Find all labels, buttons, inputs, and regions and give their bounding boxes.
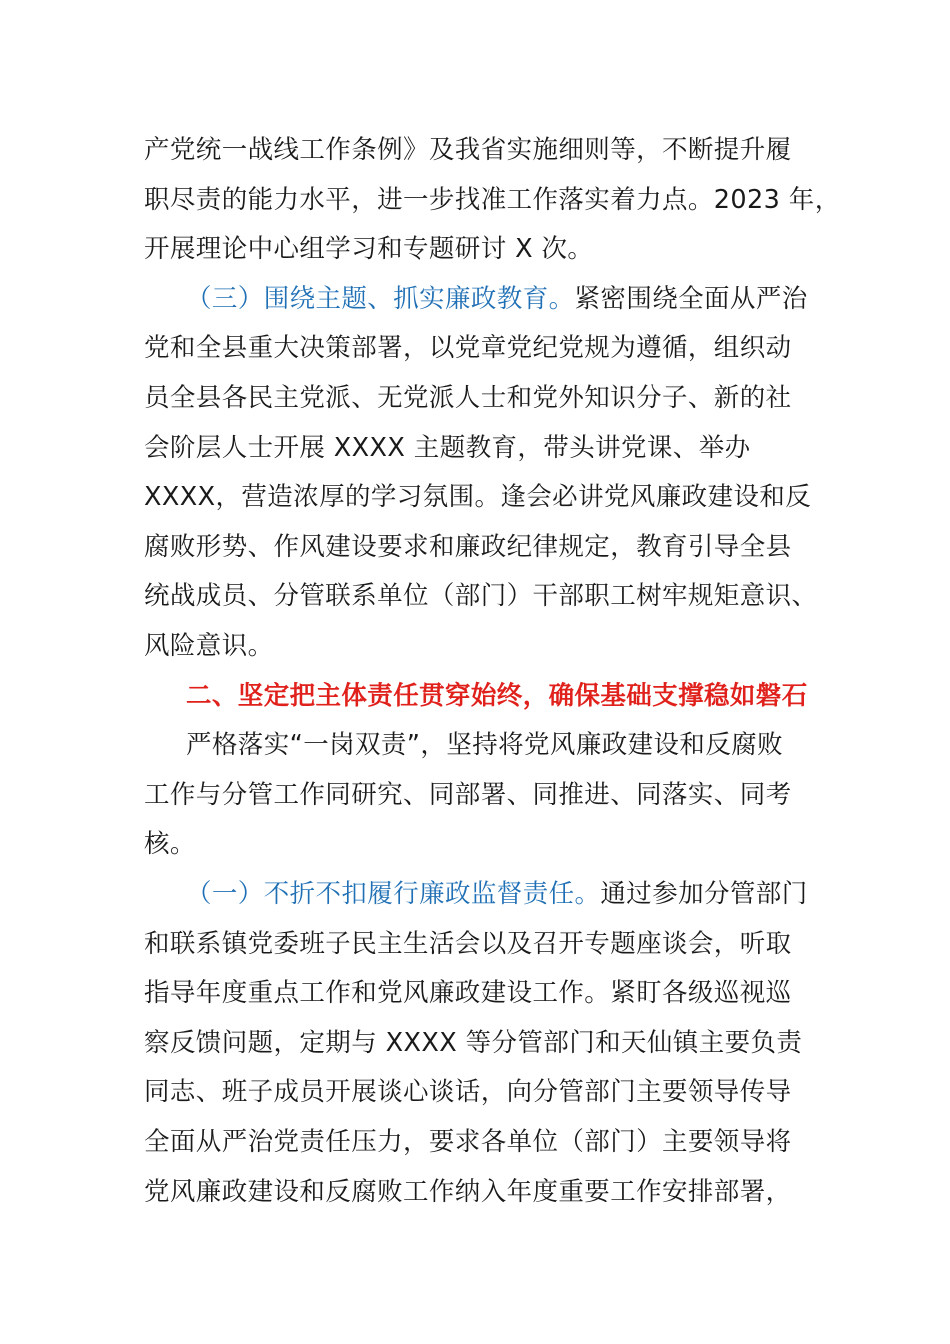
body-text: 党和全县重大决策部署，以党章党纪党规为遵循，组织动 <box>144 333 792 364</box>
text-line <box>0 919 950 969</box>
body-text: 通过参加分管部门 <box>600 879 808 909</box>
body-text: 工作与分管工作同研究、同部署、同推进、同落实、同考 <box>144 779 792 810</box>
text-line <box>0 770 950 820</box>
text-line <box>0 522 950 572</box>
section-heading: 二、坚定把主体责任贯穿始终，确保基础支撑稳如磐石 <box>186 680 808 711</box>
text-line <box>0 472 950 522</box>
text-line <box>0 671 950 721</box>
body-text: 员全县各民主党派、无党派人士和党外知识分子、新的社 <box>144 383 792 413</box>
text-line <box>0 1117 950 1167</box>
text-line <box>0 224 950 274</box>
text-line <box>0 125 950 175</box>
text-line <box>0 1067 950 1117</box>
body-text: 全面从严治党责任压力，要求各单位（部门）主要领导将 <box>144 1127 792 1157</box>
text-line <box>0 274 950 324</box>
text-line <box>0 1018 950 1068</box>
body-text: 和联系镇党委班子民主生活会以及召开专题座谈会，听取 <box>144 928 792 959</box>
text-line <box>0 1167 950 1217</box>
subsection-heading: （三）围绕主题、抓实廉政教育。 <box>186 283 575 314</box>
body-text: 党风廉政建设和反腐败工作纳入年度重要工作安排部署， <box>144 1176 792 1207</box>
body-text: 产党统一战线工作条例》及我省实施细则等，不断提升履 <box>144 135 792 165</box>
body-text: 会阶层人士开展 XXXX 主题教育，带头讲党课、举办 <box>144 432 751 463</box>
body-text: 职尽责的能力水平，进一步找准工作落实着力点。2023 年， <box>144 184 841 215</box>
subsection-heading: （一）不折不扣履行廉政监督责任。 <box>186 879 601 909</box>
text-line <box>0 869 950 919</box>
text-line <box>0 819 950 869</box>
text-line <box>0 323 950 373</box>
body-text: 统战成员、分管联系单位（部门）干部职工树牢规矩意识、 <box>144 581 818 612</box>
text-line <box>0 720 950 770</box>
text-line <box>0 423 950 473</box>
body-text: 察反馈问题，定期与 XXXX 等分管部门和天仙镇主要负责 <box>144 1027 803 1058</box>
text-line <box>0 571 950 621</box>
body-text: 风险意识。 <box>144 631 274 661</box>
text-line <box>0 373 950 423</box>
body-text: 开展理论中心组学习和专题研讨 X 次。 <box>144 234 594 265</box>
body-text: 同志、班子成员开展谈心谈话，向分管部门主要领导传导 <box>144 1077 792 1108</box>
body-text: 指导年度重点工作和党风廉政建设工作。紧盯各级巡视巡 <box>144 978 792 1009</box>
body-text: 严格落实“一岗双责”，坚持将党风廉政建设和反腐败 <box>186 730 784 761</box>
text-line <box>0 175 950 225</box>
text-line <box>0 621 950 671</box>
body-text: XXXX，营造浓厚的学习氛围。逢会必讲党风廉政建设和反 <box>144 482 812 513</box>
body-text: 紧密围绕全面从严治 <box>574 283 808 314</box>
text-line <box>0 968 950 1018</box>
body-text: 核。 <box>144 829 196 860</box>
body-text: 腐败形势、作风建设要求和廉政纪律规定，教育引导全县 <box>144 531 792 562</box>
